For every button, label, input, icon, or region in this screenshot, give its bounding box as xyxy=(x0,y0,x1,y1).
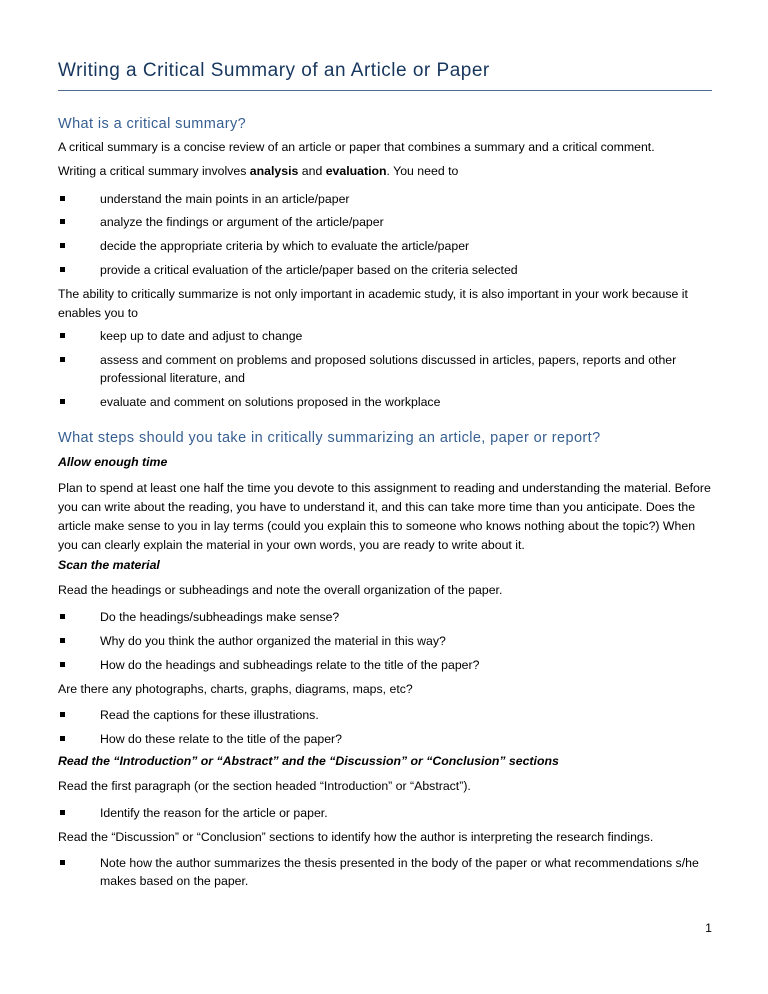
bullet-icon xyxy=(60,712,65,717)
title-underline xyxy=(58,90,712,91)
paragraph-discussion: Read the “Discussion” or “Conclusion” sections to identify how the author is interpreting the research findings. xyxy=(58,830,654,844)
bullet-icon xyxy=(60,662,65,667)
paragraph-scan: Read the headings or subheadings and note the overall organization of the paper. xyxy=(58,583,503,597)
subheading-scan: Scan the material xyxy=(58,558,160,572)
text-part: . You need to xyxy=(386,164,459,178)
bullet-icon xyxy=(60,196,65,201)
text-part: and xyxy=(298,164,326,178)
page-number: 1 xyxy=(705,921,712,935)
bullet-icon xyxy=(60,810,65,815)
document-page: Writing a Critical Summary of an Article or Paper What is a critical summary? A critical summary is a concise review of an article or paper that combines a summary and a critical comment. Writing a critical summary involves analysis and evaluation. You need to understand the main points in an article/paper analyze the findings or argument of the article/paper decide the appropriate criteria by which to evaluate the article/paper provide a critical evaluation of the article/paper based on the criteria selected The ability to critically summarize is not only important in academic study, it is also important in your work because it enables you to keep up to date and adjust to change assess and comment on problems and proposed solutions discussed in articles, papers, reports and other professional literature, and evaluate and comment on solutions proposed in the workplace What steps should you take in critically summarizing an article, paper or report? Allow enough time Plan to spend at least one half the time you devote to this assignment to reading and understanding the material. Before you can write about the reading, you have to understand it, and this can take more time than you anticipate. Does the article make sense to you in lay terms (could you explain this to someone who knows nothing about the topic?) When you can clearly explain the material in your own words, you are ready to write about it. Scan the material Read the headings or subheadings and note the overall organization of the paper. Do the headings/subheadings make sense? Why do you think the author organized the material in this way? How do the headings and subheadings relate to the title of the paper? Are there any photographs, charts, graphs, diagrams, maps, etc? Read the captions for these illustrations. How do these relate to the title of the paper? Read the “Introduction” or “Abstract” and the “Discussion” or “Conclusion” sections Read the first paragraph (or the section headed “Introduction” or “Abstract”). Identify the reason for the article or paper. Read the “Discussion” or “Conclusion” sections to identify how the author is interpreting the research findings. Note how the author summarizes the thesis presented in the body of the paper or what recommendations s/he makes based on the paper. 1 xyxy=(0,0,768,994)
paragraph-ability-line2: enables you to xyxy=(58,306,138,320)
subheading-allow-time: Allow enough time xyxy=(58,455,168,469)
paragraph-analysis xyxy=(58,162,718,182)
bullet-icon xyxy=(60,399,65,404)
document-title: Writing a Critical Summary of an Article or Paper xyxy=(58,60,490,81)
bold-analysis: analysis xyxy=(249,164,299,178)
paragraph-allow-time: Plan to spend at least one half the time you devote to this assignment to reading and understanding the material. Before you can write about the reading, you have to understand it, and this can take more time than you anticipate. Does the article make sense to you in lay terms (could you explain this to someone who knows nothing about the topic?) When you can clearly explain the material in your own words, you are ready to write about it. xyxy=(58,481,711,552)
paragraph-first-paragraph: Read the first paragraph (or the section headed “Introduction” or “Abstract”). xyxy=(58,779,471,793)
paragraph-ability-line1: The ability to critically summarize is not only important in academic study, it is also important in your work because it xyxy=(58,287,688,301)
bullet-icon xyxy=(60,267,65,272)
bullet-icon xyxy=(60,357,65,362)
bullet-icon xyxy=(60,243,65,248)
bullet-icon xyxy=(60,219,65,224)
bullet-icon xyxy=(60,614,65,619)
paragraph-illustrations: Are there any photographs, charts, graphs, diagrams, maps, etc? xyxy=(58,682,413,696)
bullet-icon xyxy=(60,638,65,643)
bullet-icon xyxy=(60,860,65,865)
section-heading-steps: What steps should you take in critically summarizing an article, paper or report? xyxy=(58,430,601,446)
section-heading-what-is: What is a critical summary? xyxy=(58,116,247,132)
subheading-read-intro: Read the “Introduction” or “Abstract” and the “Discussion” or “Conclusion” sections xyxy=(58,754,559,768)
text-part: Writing a critical summary involves xyxy=(58,164,250,178)
paragraph-intro: A critical summary is a concise review of an article or paper that combines a summary and a critical comment. xyxy=(58,140,655,154)
bullet-icon xyxy=(60,333,65,338)
bold-evaluation: evaluation xyxy=(325,164,387,178)
bullet-icon xyxy=(60,736,65,741)
